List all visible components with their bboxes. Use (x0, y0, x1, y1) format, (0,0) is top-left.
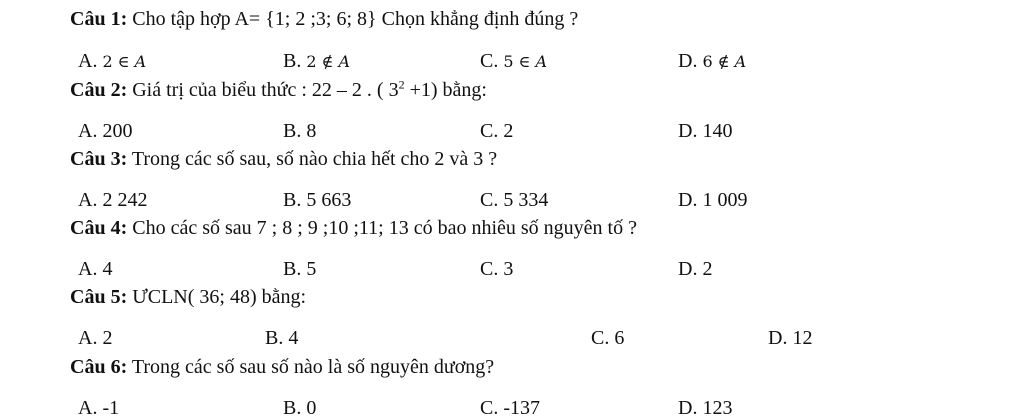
question-1 (70, 7, 578, 31)
question-5-text: ƯCLN( 36; 48) bằng: (127, 286, 307, 308)
question-3-text: Trong các số sau, số nào chia hết cho 2 và 3 ? (127, 148, 498, 170)
question-3-option-c: C. 5 334 (480, 189, 549, 211)
question-2-option-a: A. 200 (78, 120, 133, 142)
question-4-option-a: A. 4 (78, 258, 113, 280)
question-2-text-end: +1) bằng: (404, 79, 487, 101)
question-3 (70, 147, 497, 171)
question-1-label: Câu 1: (70, 8, 128, 30)
question-6-option-d: D. 123 (678, 397, 733, 419)
question-2-text: Giá trị của biểu thức : 22 – 2 . ( 3 (127, 79, 399, 101)
question-1-option-b: B. 2 ∉ A (283, 50, 351, 72)
question-2-option-c: C. 2 (480, 120, 514, 142)
question-4-option-b: B. 5 (283, 258, 317, 280)
question-3-option-a: A. 2 242 (78, 189, 148, 211)
question-2-label: Câu 2: (70, 79, 128, 101)
question-4-label: Câu 4: (70, 217, 128, 239)
question-1-text: Cho tập hợp A= {1; 2 ;3; 6; 8} Chọn khẳng định đúng ? (127, 8, 579, 30)
question-4-option-d: D. 2 (678, 258, 713, 280)
question-4-text: Cho các số sau 7 ; 8 ; 9 ;10 ;11; 13 có bao nhiêu số nguyên tố ? (127, 217, 637, 239)
question-6-option-b: B. 0 (283, 397, 317, 419)
question-5-label: Câu 5: (70, 286, 128, 308)
question-4 (70, 216, 637, 240)
question-2-exponent: 2 (398, 77, 405, 92)
question-5 (70, 285, 306, 309)
question-5-option-c: C. 6 (591, 327, 625, 349)
question-2-option-d: D. 140 (678, 120, 733, 142)
question-1-option-c: C. 5 ∈ A (480, 50, 548, 72)
question-6-label: Câu 6: (70, 356, 128, 378)
question-1-option-d: D. 6 ∉ A (678, 50, 747, 72)
question-6-text: Trong các số sau số nào là số nguyên dương? (127, 356, 495, 378)
question-1-option-a: A. 2 ∈ A (78, 50, 147, 72)
question-3-label: Câu 3: (70, 148, 128, 170)
question-3-option-d: D. 1 009 (678, 189, 748, 211)
question-6-option-a: A. -1 (78, 397, 120, 419)
question-6-option-c: C. -137 (480, 397, 541, 419)
question-3-option-b: B. 5 663 (283, 189, 352, 211)
question-5-option-d: D. 12 (768, 327, 813, 349)
question-5-option-b: B. 4 (265, 327, 299, 349)
question-6 (70, 355, 494, 379)
question-2 (70, 78, 487, 102)
question-2-option-b: B. 8 (283, 120, 317, 142)
question-5-option-a: A. 2 (78, 327, 113, 349)
question-4-option-c: C. 3 (480, 258, 514, 280)
